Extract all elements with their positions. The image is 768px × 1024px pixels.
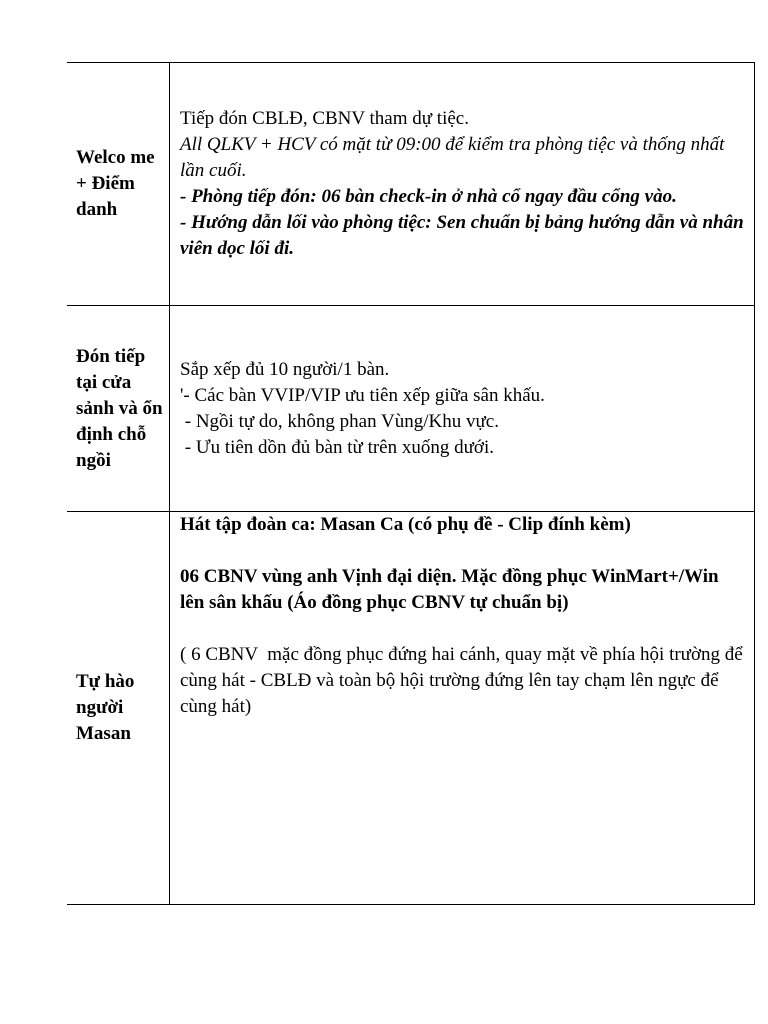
content-line: - Ngồi tự do, không phan Vùng/Khu vực. <box>180 410 499 432</box>
row-label-cell <box>67 512 170 905</box>
content-line: - Ưu tiên dồn đủ bàn từ trên xuống dưới. <box>180 436 494 458</box>
content-line: - Phòng tiếp đón: 06 bàn check-in ở nhà cổ ngay đầu cổng vào. <box>180 186 677 207</box>
content-line: Hát tập đoàn ca: Masan Ca (có phụ đề - Clip đính kèm) <box>180 514 631 535</box>
table-row <box>67 63 755 306</box>
content-line: '- Các bàn VVIP/VIP ưu tiên xếp giữa sân khấu. <box>180 384 545 406</box>
paragraph-gap <box>180 538 746 564</box>
paragraph-gap <box>180 616 746 642</box>
row-label: Tự hào người Masan <box>76 671 135 744</box>
table-row <box>67 512 755 905</box>
table-row <box>67 306 755 512</box>
content-line: Tiếp đón CBLĐ, CBNV tham dự tiệc. <box>180 108 469 129</box>
row-content-cell <box>170 512 755 905</box>
row-content-cell <box>170 306 755 512</box>
content-line: 06 CBNV vùng anh Vịnh đại diện. Mặc đồng phục WinMart+/Win lên sân khấu (Áo đồng phục CBNV tự chuẩn bị) <box>180 566 724 613</box>
row-label: Welco me + Điểm danh <box>76 147 155 220</box>
content-line: Sắp xếp đủ 10 người/1 bàn. <box>180 358 390 380</box>
row-label-cell <box>67 306 170 512</box>
row-content-cell <box>170 63 755 306</box>
content-line: - Hướng dẫn lối vào phòng tiệc: Sen chuẩn bị bảng hướng dẫn và nhân viên dọc lối đi. <box>180 212 749 259</box>
content-line: ( 6 CBNV mặc đồng phục đứng hai cánh, quay mặt về phía hội trường để cùng hát - CBLĐ và toàn bộ hội trường đứng lên tay chạm lên ngực để cùng hát) <box>180 644 748 717</box>
row-label: Đón tiếp tại cửa sảnh và ổn định chỗ ngồi <box>76 345 163 471</box>
row-label-cell <box>67 63 170 306</box>
schedule-table <box>67 62 755 905</box>
content-line: All QLKV + HCV có mặt từ 09:00 để kiểm tra phòng tiệc và thống nhất lần cuối. <box>180 134 730 181</box>
